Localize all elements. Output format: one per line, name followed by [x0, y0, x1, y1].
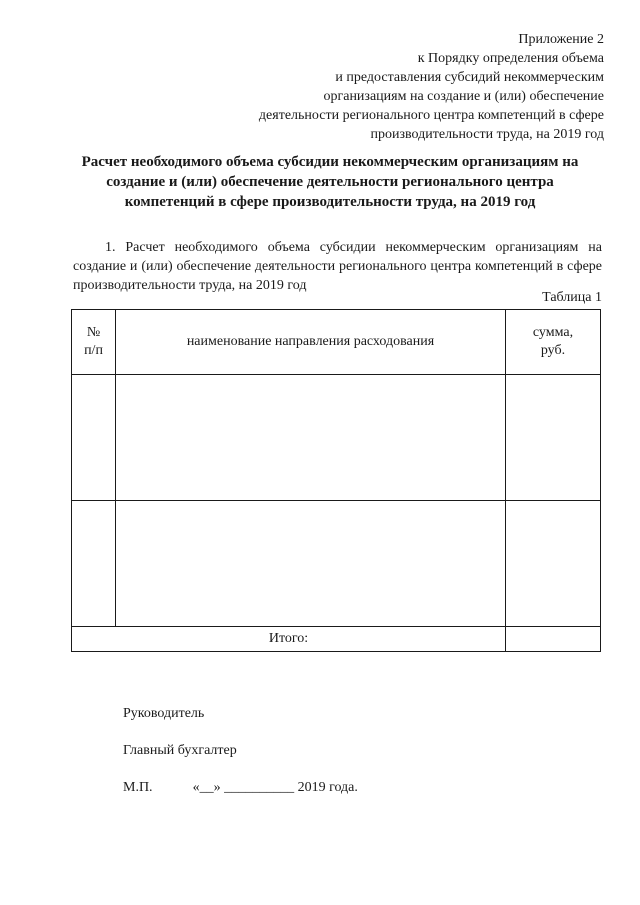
- date-field: «__» __________ 2019 года.: [192, 780, 358, 795]
- total-label: Итого:: [72, 627, 506, 652]
- appendix-line: Приложение 2: [518, 32, 604, 47]
- header-number: [72, 310, 116, 375]
- table-cell-name: [116, 501, 506, 627]
- appendix-line: и предоставления субсидий некоммерческим: [335, 70, 604, 85]
- stamp-label: М.П.: [123, 780, 153, 795]
- title-line: Расчет необходимого объема субсидии некоммерческим организациям на: [81, 154, 579, 170]
- expenses-table: [71, 309, 601, 652]
- header-sum: [506, 310, 601, 375]
- table-cell-number: [72, 375, 116, 501]
- table-cell-name: [116, 375, 506, 501]
- document-title: [60, 152, 600, 212]
- director-signature-label: Руководитель: [123, 706, 205, 721]
- table-row: [72, 501, 601, 627]
- header-number-abbr: п/п: [84, 343, 103, 358]
- signature-block: [123, 706, 358, 817]
- intro-paragraph: [73, 238, 602, 295]
- appendix-line: производительности труда, на 2019 год: [370, 127, 604, 142]
- appendix-line: организациям на создание и (или) обеспечение: [323, 89, 604, 104]
- header-name: наименование направления расходования: [116, 310, 506, 375]
- header-sum-label: сумма,: [532, 325, 574, 340]
- appendix-line: к Порядку определения объема: [417, 51, 604, 66]
- intro-paragraph-text: 1. Расчет необходимого объема субсидии некоммерческим организациям на создание и (или) обеспечение деятельности регионального центра компетенций в сфере производительности труда, на 2019 год: [73, 240, 602, 293]
- table-row: [72, 375, 601, 501]
- stamp-date-line: [123, 780, 358, 817]
- table-cell-number: [72, 501, 116, 627]
- title-line: создание и (или) обеспечение деятельности регионального центра: [106, 174, 554, 190]
- table-header-row: [72, 310, 601, 375]
- appendix-line: деятельности регионального центра компетенций в сфере: [258, 108, 604, 123]
- header-sum-unit: руб.: [540, 343, 566, 358]
- table-cell-sum: [506, 501, 601, 627]
- accountant-signature-label: Главный бухгалтер: [123, 743, 237, 758]
- total-sum-cell: [506, 627, 601, 652]
- title-line: компетенций в сфере производительности труда, на 2019 год: [124, 194, 536, 210]
- header-number-symbol: №: [86, 325, 101, 340]
- table-caption: Таблица 1: [542, 290, 602, 305]
- appendix-header: [144, 30, 604, 144]
- table-total-row: [72, 627, 601, 652]
- table-cell-sum: [506, 375, 601, 501]
